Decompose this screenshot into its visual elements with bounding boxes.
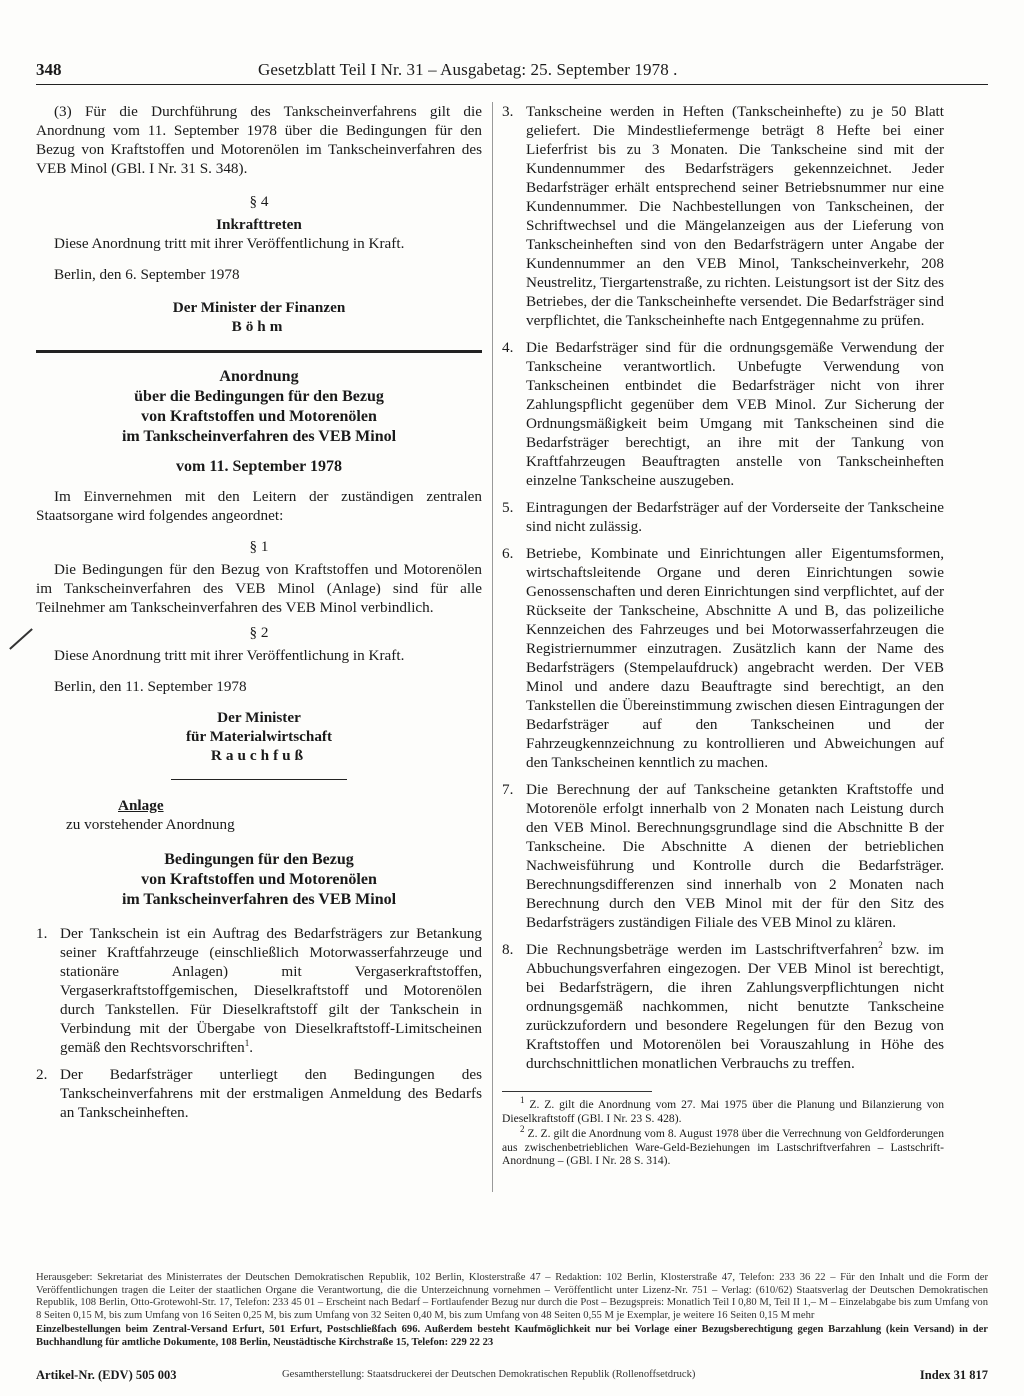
footnote-ref-1: 1 (244, 1037, 250, 1048)
list-item-6-text: Betriebe, Kombinate und Einrichtungen aller Eigentumsformen, wirtschaftsleitende Organe und deren Einrichtungen sowie Genossenschaften und deren Einrichtungen sind verpflichtet, auf der Rückseite der Tankscheine, Abschnitte A und B, das polizeiliche Kennzeichen des Fahrzeuges und bei Motorwasserfahrzeugen die Registriernummer einzutragen. Zusätzlich kann der Name des Bedarfsträgers (Stempelaufdruck) angebracht werden. Der VEB Minol und andere dazu Beauftragte sind berechtigt, an den Tankstellen die Übereinstimmung zwischen diesen Eintragungen der Bedarfsträger auf den Tankscheinen und der Fahrzeugkennzeichnung zu kontrollieren und Abweichungen auf den Tankscheinen kenntlich zu machen. (526, 545, 944, 771)
list-item-4-number: 4. (502, 339, 514, 356)
list-item-1 (36, 924, 482, 1057)
list-item-8-text: Die Rechnungsbeträge werden im Lastschriftverfahren$^2$ bzw. im Abbuchungsverfahren eingezogen. Der VEB Minol ist berechtigt, bei Bedarfsträgern, die ihren Zahlungsverpflichtungen nicht ordnungsgemäß nachkommen, nicht benutzte Tankscheine zurückzufordern und besondere Regelungen für den Bezug von Kraftstoffen und Motorenölen bei Vorauszahlung in Höhe des durchschnittlichen monatlichen Verbrauchs zu treffen. (526, 939, 944, 1072)
conditions-title-line-1: Bedingungen für den Bezug (164, 851, 354, 868)
list-item-2 (36, 1065, 482, 1122)
right-column (502, 102, 944, 1170)
ordinance-title-line-3: von Kraftstoffen und Motorenölen (141, 408, 377, 425)
index-number: Index 31 817 (919, 1368, 988, 1382)
signature-rule (171, 779, 347, 780)
section-2-number: § 2 (249, 624, 269, 641)
ordinance-intro: Im Einvernehmen mit den Leitern der zuständigen zentralen Staatsorgane wird folgendes angeordnet: (36, 488, 482, 524)
handwritten-margin-mark (9, 628, 33, 650)
place-date-2: Berlin, den 11. September 1978 (54, 678, 247, 695)
section-4-number: § 4 (249, 193, 269, 210)
article-number: Artikel-Nr. (EDV) 505 003 (36, 1368, 177, 1382)
ordinance-title-line-1: Anordnung (219, 368, 299, 385)
list-item-5-text: Eintragungen der Bedarfsträger auf der Vorderseite der Tankscheine sind nicht zulässig. (526, 499, 944, 535)
list-item-3 (502, 102, 944, 330)
section-4-text: Diese Anordnung tritt mit ihrer Veröffentlichung in Kraft. (54, 235, 405, 252)
left-column (36, 102, 482, 1130)
running-title: Gesetzblatt Teil I Nr. 31 – Ausgabetag: 25. September 1978 . (258, 60, 678, 79)
list-item-7-number: 7. (502, 781, 514, 798)
printer-note: Gesamtherstellung: Staatsdruckerei der Deutschen Demokratischen Republik (Rollenoffsetdruck) (282, 1369, 696, 1380)
page-header (36, 60, 988, 88)
conditions-title-line-3: im Tankscheinverfahren des VEB Minol (121, 891, 397, 908)
minister-material-line-2: für Materialwirtschaft (185, 728, 333, 745)
page-number: 348 (36, 60, 62, 79)
section-4-title: Inkrafttreten (216, 216, 302, 233)
footnote-2: $^2$ Z. Z. gilt die Anordnung vom 8. August 1978 über die Verrechnung von Geldforderungen aus zwischenbetrieblichen Ware-Geld-Beziehungen im Lastschriftverfahren – Lastschrift-Anordnung – (GBl. I Nr. 28 S. 314). (502, 1124, 944, 1167)
list-item-4-text: Die Bedarfsträger sind für die ordnungsgemäße Verwendung der Tankscheine verantwortlich. Unbefugte Verwendung von Tankscheinen entbindet die Bedarfsträger nicht von ihrer Zahlungspflicht gegenüber dem VEB Minol. Zur Sicherung der Ordnungsmäßigkeit beim Umgang mit Tankscheinen sind die Bedarfsträger berechtigt, an ihre mit der Tankung von Kraftfahrzeugen Beauftragten anstelle von Tankscheinheften einzelne Tankscheine auszugeben. (526, 339, 944, 489)
list-item-5 (502, 498, 944, 536)
list-item-8-number: 8. (502, 941, 514, 958)
ordinance-title-line-4: im Tankscheinverfahren des VEB Minol (121, 428, 397, 445)
paragraph-3: (3) Für die Durchführung des Tankscheinverfahrens gilt die Anordnung vom 11. September 1978 über die Bedingungen für den Bezug von Kraftstoffen und Motorenölen im Tankscheinverfahren des VEB Minol (GBl. I Nr. 31 S. 348). (36, 103, 482, 177)
list-item-8 (502, 940, 944, 1073)
list-item-1-number: 1. (36, 925, 48, 942)
section-1-number: § 1 (249, 538, 269, 555)
imprint-footer (36, 1368, 988, 1384)
list-item-3-text: Tankscheine werden in Heften (Tankscheinhefte) zu je 50 Blatt geliefert. Die Mindestliefermenge beträgt 8 Hefte bei einer Lieferfrist bis zu 3 Monaten. Die Tankscheine sind mit der Kundennummer des Bedarfsträgers gekennzeichnet. Jeder Bedarfsträger erhält entsprechend seiner Betriebsnummer nur eine Kundennummer. Die Nachbestellungen von Tankscheinen, der Schriftwechsel und die Mängelanzeigen aus der Lieferung von Tankscheinheften sind von den Bedarfsträgern unter Angabe der Kundennummer an den VEB Minol, Tankscheinverkehr, 208 Neustrelitz, Tiergartenstraße, zu richten. Leistungsort ist der Sitz des Betriebes, der die Tankscheinhefte versendet. Die Bedarfsträger sind verpflichtet, die Tankscheinhefte nach Entgegennahme zu prüfen. (526, 103, 944, 329)
list-item-2-number: 2. (36, 1066, 48, 1083)
minister-material-line-1: Der Minister (217, 709, 301, 726)
list-item-4 (502, 338, 944, 490)
anlage-heading: Anlage (118, 797, 164, 814)
footnote-1: $^1$ Z. Z. gilt die Anordnung vom 27. Mai 1975 über die Planung und Bilanzierung von Dieselkraftstoff (GBl. I Nr. 23 S. 428). (502, 1095, 944, 1125)
column-divider (492, 102, 493, 1192)
list-item-7 (502, 780, 944, 932)
header-rule (36, 84, 988, 85)
imprint-block (36, 1272, 988, 1350)
footnote-rule (502, 1091, 652, 1092)
minister-finance-title: Der Minister der Finanzen (172, 299, 346, 316)
list-item-3-number: 3. (502, 103, 514, 120)
section-1-text: Die Bedingungen für den Bezug von Kraftstoffen und Motorenölen im Tankscheinverfahren des VEB Minol (Anlage) sind für alle Teilnehmer am Tankscheinverfahren des VEB Minol verbindlich. (36, 561, 482, 616)
imprint-orders: Einzelbestellungen beim Zentral-Versand Erfurt, 501 Erfurt, Postschließfach 696. Außerdem besteht Kaufmöglichkeit nur bei Vorlage einer Bezugsberechtigung gegen Barzahlung (kein Versand) in der Buchhandlung für amtliche Dokumente, 108 Berlin, Neustädtische Kirchstraße 15, Telefon: 229 22 23 (36, 1324, 988, 1348)
anlage-subheading: zu vorstehender Anordnung (66, 816, 235, 833)
list-item-6 (502, 544, 944, 772)
imprint-publisher: Herausgeber: Sekretariat des Ministerrates der Deutschen Demokratischen Republik, 102 Berlin, Klosterstraße 47 – Redaktion: 102 Berlin, Klosterstraße 47, Telefon: 233 36 22 – Für den Inhalt und die Form der Veröffentlichungen tragen die Leiter der staatlichen Organe die Verantwortung, die die Unterzeichnung vornehmen – Veröffentlicht unter Lizenz-Nr. 751 – Verlag: (610/62) Staatsverlag der Deutschen Demokratischen Republik, 108 Berlin, Otto-Grotewohl-Str. 17, Telefon: 233 45 01 – Erscheint nach Bedarf – Fortlaufender Bezug nur durch die Post – Bezugspreis: Monatlich Teil I 0,80 M, Teil II 1,– M – Einzelabgabe bis zum Umfang von 8 Seiten 0,15 M, bis zum Umfang von 16 Seiten 0,25 M, bis zum Umfang von 32 Seiten 0,40 M, bis zum Umfang von 48 Seiten 0,55 M je Exemplar, je weitere 16 Seiten 0,15 M mehr (36, 1272, 988, 1321)
ordinance-date: vom 11. September 1978 (176, 458, 342, 475)
minister-material-name: Rauchfuß (210, 747, 308, 764)
footnote-ref-2: 2 (878, 939, 883, 950)
list-item-1-text: Der Tankschein ist ein Auftrag des Bedarfsträgers zur Betankung seiner Kraftfahrzeuge (einschließlich Motorwasserfahrzeuge und stationäre Anlagen) mit Vergaserkraftstoffen, Vergaserkraftstoffgemischen, Dieselkraftstoff und Motorenölen durch Tankstellen. Für Dieselkraftstoff gilt der Tankschein in Verbindung mit der Übergabe von Dieselkraftstoff-Limitscheinen gemäß den Rechtsvorschriften$^1$. (60, 925, 482, 1056)
list-item-7-text: Die Berechnung der auf Tankscheine getankten Kraftstoffe und Motorenöle erfolgt innerhalb von 2 Monaten nach Leistung durch den VEB Minol. Berechnungsgrundlage sind die Abschnitte B der Tankscheine. Die Abschnitte A dienen der betrieblichen Nachweisführung und Kontrolle durch die Bedarfsträger. Berechnungsdifferenzen sind innerhalb von 2 Monaten nach Berechnung durch den VEB Minol mit der für den Sitz des Bedarfsträgers zuständigen Filiale des VEB Minol zu klären. (526, 781, 944, 931)
section-2-text: Diese Anordnung tritt mit ihrer Veröffentlichung in Kraft. (54, 647, 405, 664)
list-item-2-text: Der Bedarfsträger unterliegt den Bedingungen des Tankscheinverfahrens mit der erstmaligen Anmeldung des Bedarfs an Tankscheinheften. (60, 1066, 482, 1121)
conditions-title-line-2: von Kraftstoffen und Motorenölen (141, 871, 377, 888)
separator-rule (36, 350, 482, 353)
ordinance-title-line-2: über die Bedingungen für den Bezug (134, 388, 384, 405)
minister-finance-name: Böhm (231, 318, 287, 335)
place-date-1: Berlin, den 6. September 1978 (54, 266, 240, 283)
list-item-5-number: 5. (502, 499, 514, 516)
list-item-6-number: 6. (502, 545, 514, 562)
